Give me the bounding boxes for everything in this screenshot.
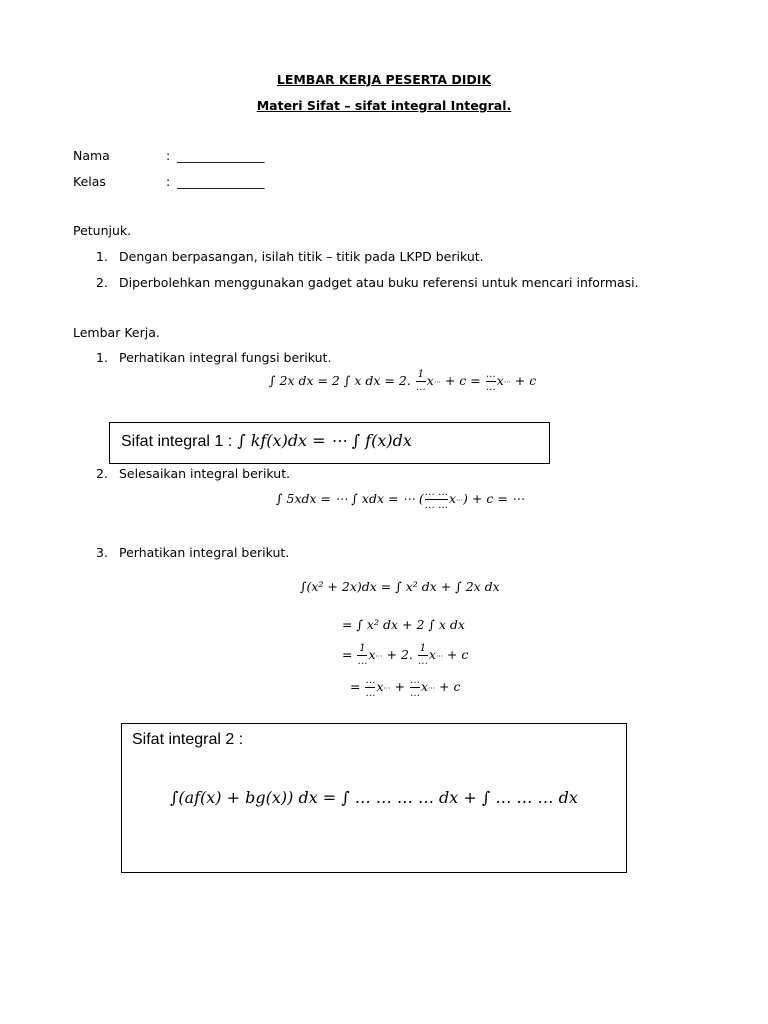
worksheet-heading: Lembar Kerja. — [73, 325, 160, 340]
property-2-label: Sifat integral 2 : — [132, 731, 244, 748]
equation-3-line-4: = $\frac{\dots}{\dots}$ x… + $\frac{\dots}{\dots}$ x… + c — [350, 675, 461, 699]
instruction-text: Diperbolehkan menggunakan gadget atau buku referensi untuk mencari informasi. — [119, 275, 639, 290]
equation-3-line-1: ∫(x² + 2x)dx = ∫ x² dx + ∫ 2x dx — [300, 579, 500, 594]
equation-1: ∫ 2x dx = 2 ∫ x dx = 2. $\frac{1}{\dots}$ x… + c = $\frac{\dots}{\dots}$ x… + c — [269, 369, 537, 393]
task-number: 1. — [96, 350, 108, 365]
property-2-formula: ∫(af(x) + bg(x)) dx = ∫ … … … … dx + ∫ … … … dx — [170, 788, 578, 807]
task-number: 2. — [96, 466, 108, 481]
task-text: Perhatikan integral fungsi berikut. — [119, 350, 332, 365]
equation-3-line-3: = $\frac{1}{\dots}$ x… + 2. $\frac{1}{\dots}$ x… + c — [342, 643, 469, 667]
class-blank: ______________ — [177, 174, 265, 189]
property-1-formula: ∫ kf(x)dx = ⋯ ∫ f(x)dx — [237, 431, 412, 450]
equation-3-line-2: = ∫ x² dx + 2 ∫ x dx — [342, 617, 465, 632]
name-colon: : — [166, 148, 171, 163]
property-1-label: Sifat integral 1 : — [121, 433, 233, 450]
name-blank: ______________ — [177, 148, 265, 163]
task-text: Perhatikan integral berikut. — [119, 545, 290, 560]
instruction-number: 1. — [96, 249, 108, 264]
task-number: 3. — [96, 545, 108, 560]
instruction-text: Dengan berpasangan, isilah titik – titik pada LKPD berikut. — [119, 249, 484, 264]
page-title: LEMBAR KERJA PESERTA DIDIK — [276, 72, 492, 87]
property-1-box — [109, 422, 550, 464]
name-label: Nama — [73, 148, 110, 163]
class-label: Kelas — [73, 174, 106, 189]
task-text: Selesaikan integral berikut. — [119, 466, 291, 481]
equation-2: ∫ 5xdx = ⋯ ∫ xdx = ⋯ ( $\frac{\dots \dots}{\dots \dots}$ x…) + c = ⋯ — [276, 487, 525, 511]
instructions-heading: Petunjuk. — [73, 223, 132, 238]
instruction-number: 2. — [96, 275, 108, 290]
property-2-box — [121, 723, 627, 873]
page-subtitle: Materi Sifat – sifat integral Integral. — [256, 98, 512, 113]
class-colon: : — [166, 174, 171, 189]
